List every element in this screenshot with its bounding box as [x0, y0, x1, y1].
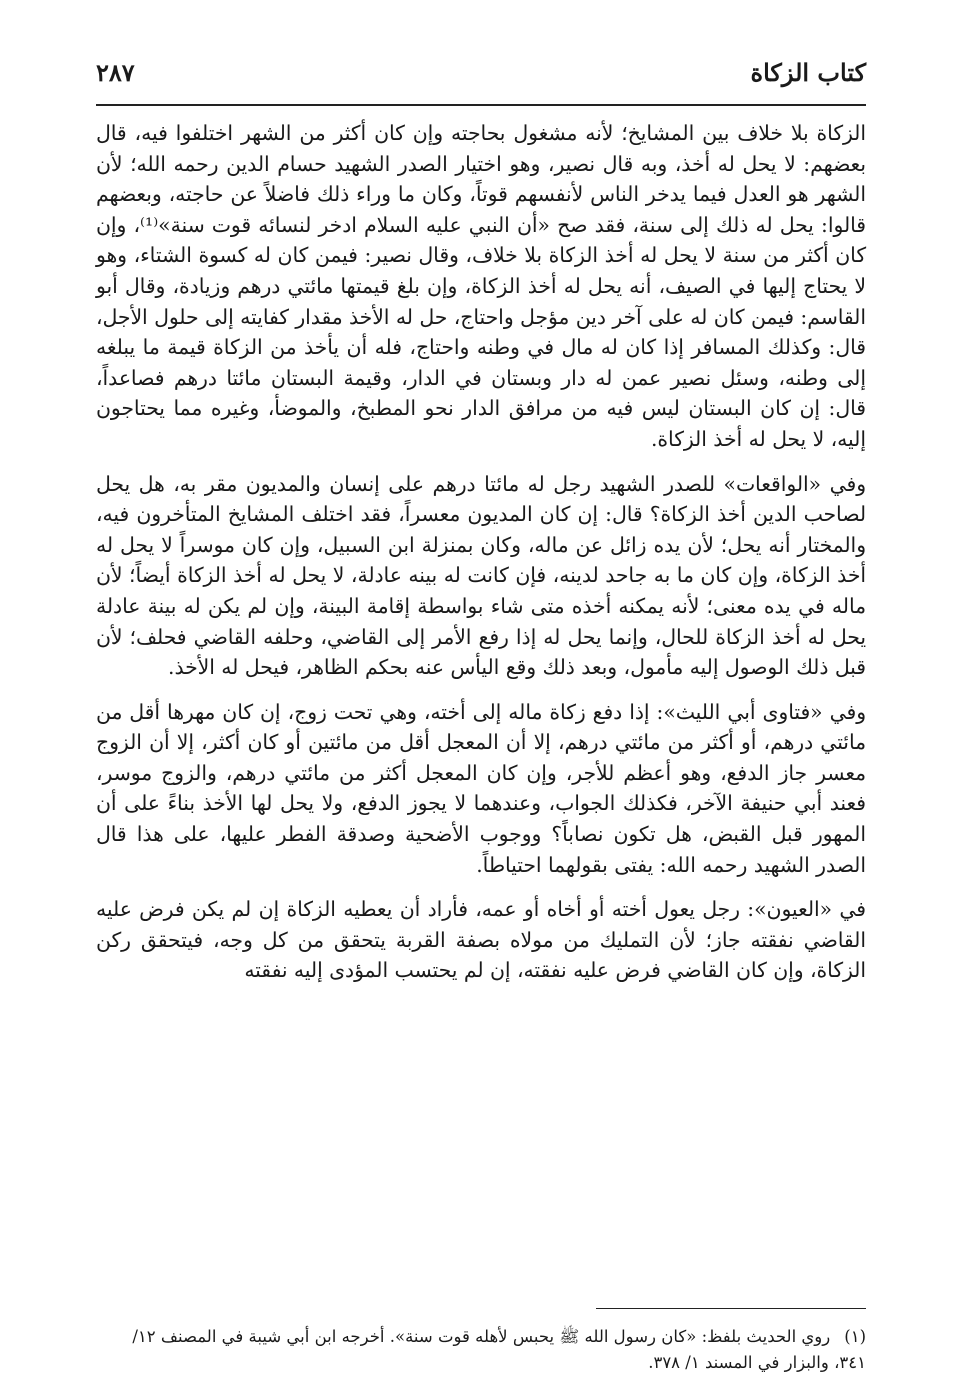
page-number: ٢٨٧: [96, 58, 135, 87]
header-rule: [96, 104, 866, 106]
chapter-title: كتاب الزكاة: [750, 58, 866, 87]
book-page: [96, 50, 866, 1370]
footnote-number: (١): [844, 1327, 866, 1346]
paragraph-4: في «العيون»: رجل يعول أخته أو أخاه أو عمه، فأراد أن يعطيه الزكاة إن لم يكن فرض عليه القاضي نفقته جاز؛ لأن التمليك من مولاه بصفة القربة يتحقق من كل وجه، فيتحقق ركن الزكاة، وإن كان القاضي فرض عليه نفقته، إن لم يحتسب المؤدى إليه نفقته: [96, 897, 866, 983]
paragraph-1: الزكاة بلا خلاف بين المشايخ؛ لأنه مشغول بحاجته وإن كان أكثر من الشهر اختلفوا فيه، قال بعضهم: لا يحل له أخذ، وبه قال نصير، وهو اختيار الصدر الشهيد حسام الدين رحمه الله؛ لأن الشهر هو العدل فيما يدخر الناس لأنفسهم قوتاً، وكان ما وراء ذلك فاضلاً عن حاجته، وبعضهم قالوا: يحل له ذلك إلى سنة، فقد صح «أن النبي عليه السلام ادخر لنسائه قوت سنة»⁽¹⁾، وإن كان أكثر من سنة لا يحل له أخذ الزكاة بلا خلاف، وقال نصير: فيمن كان له كسوة الشتاء، وهو لا يحتاج إليها في الصيف، أنه يحل له أخذ الزكاة، وإن بلغ قيمتها مائتي درهم وزيادة، وقال أبو القاسم: فيمن كان له على آخر دين مؤجل واحتاج، حل له الأخذ مقدار كفايته إلى حلول الأجل، قال: وكذلك المسافر إذا كان له مال في وطنه واحتاج، فله أن يأخذ من الزكاة قيمة ما يبلغه إلى وطنه، وسئل نصير عمن له دار وبستان في الدار، وقيمة البستان مائتا درهم فصاعداً، قال: إن كان البستان ليس فيه من مرافق الدار نحو المطبخ، والموضأ، وغيره مما يحتاجون إليه، لا يحل له أخذ الزكاة.: [96, 121, 867, 451]
paragraph-3: وفي «فتاوى أبي الليث»: إذا دفع زكاة ماله إلى أخته، وهي تحت زوج، إن كان مهرها أقل من مائتي درهم، أو أكثر من مائتي درهم، إلا أن المعجل أقل من مائتين أو كان أكثر، إلا أن الزوج معسر جاز الدفع، وهو أعظم للأجر، وإن كان المعجل أكثر من مائتي درهم، والزوج موسر، فعند أبي حنيفة الآخر، فكذلك الجواب، وعندهما لا يجوز الدفع، ولا يحل لها الأخذ بناءً على أن المهور قبل القبض، هل تكون نصاباً؟ ووجوب الأضحية وصدقة الفطر عليها، على هذا قال الصدر الشهيد رحمه الله: يفتى بقولهما احتياطاً.: [96, 699, 866, 877]
footnote: [96, 1324, 866, 1376]
body-text: [96, 118, 866, 986]
paragraph-2: وفي «الواقعات» للصدر الشهيد رجل له مائتا درهم على إنسان والمديون مقر به، هل يحل لصاحب الدين أخذ الزكاة؟ قال: إن كان المديون معسراً، فقد اختلف المشايخ المتأخرون فيه، والمختار أنه يحل؛ لأن يده زائل عن ماله، وكان بمنزلة ابن السبيل، وإن كان موسراً لا يحل له أخذ الزكاة، وإن كان ما به جاحد لدينه، فإن كانت له بينه عادلة، لا يحل له أخذ الزكاة أيضاً؛ لأن ماله في يده معنى؛ لأنه يمكنه أخذه متى شاء بواسطة إقامة البينة، وإن لم يكن له بينة عادلة يحل له أخذ الزكاة للحال، وإنما يحل له إذا رفع الأمر إلى القاضي، وحلفه القاضي فحلف؛ لأن قبل ذلك الوصول إليه مأمول، وبعد ذلك وقع اليأس عنه بحكم الظاهر، فيحل له الأخذ.: [96, 471, 866, 680]
footnote-text: روي الحديث بلفظ: «كان رسول الله ﷺ يحبس لأهله قوت سنة». أخرجه ابن أبي شيبة في المصنف ١٢/ ٣٤١، والبزار في المسند ١/ ٣٧٨.: [132, 1327, 866, 1372]
running-header: [96, 58, 866, 98]
footnote-rule: [596, 1308, 866, 1309]
